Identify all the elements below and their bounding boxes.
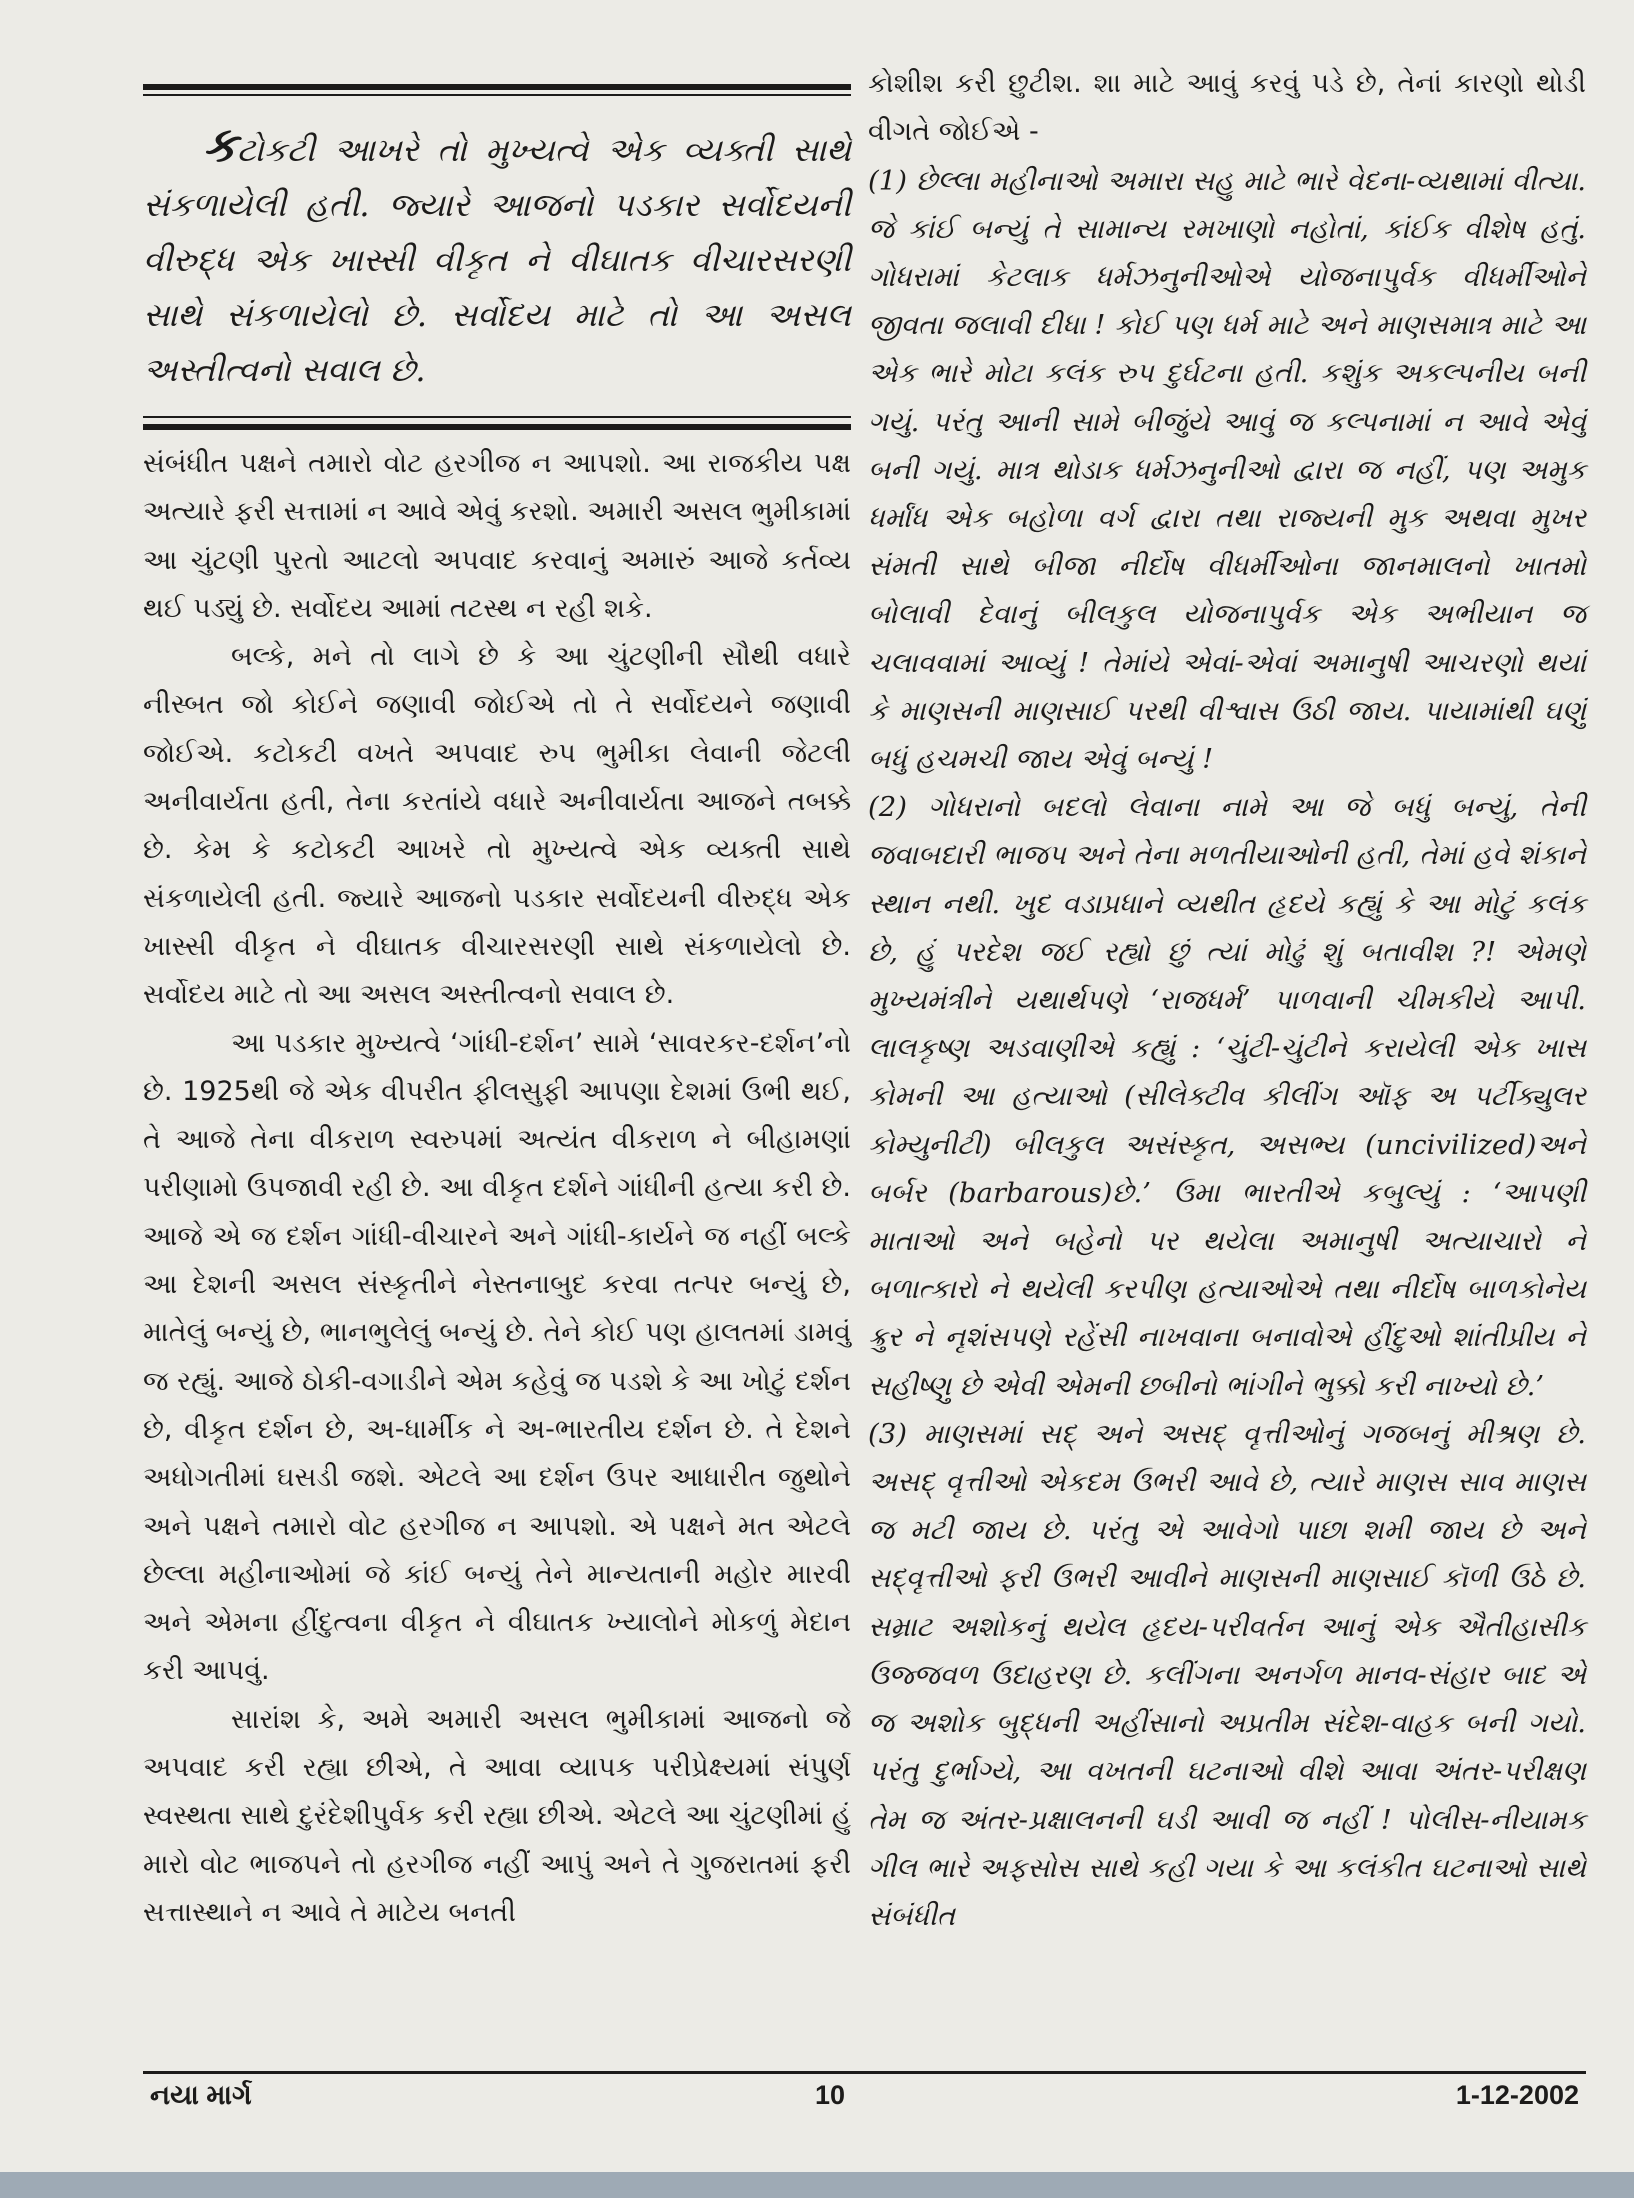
page-number: 10	[814, 2080, 846, 2110]
footer-rule	[143, 2071, 1586, 2074]
body-paragraph: સારાંશ કે, અમે અમારી અસલ ભુમીકામાં આજનો જે અપવાદ કરી રહ્યા છીએ, તે આવા વ્યાપક પરીપ્રેક્ષ્યમાં સંપુર્ણ સ્વસ્થતા સાથે દુરંદેશીપુર્વક કરી રહ્યા છીએ. એટલે આ ચુંટણીમાં હું મારો વોટ ભાજપને તો હરગીજ નહીં આપું અને તે ગુજરાતમાં ફરી સત્તાસ્થાને ન આવે તે માટેય બનતી	[143, 1703, 851, 1928]
numbered-point: (3) માણસમાં સદ્ અને અસદ્ વૃત્તીઓનું ગજબનું મીશ્રણ છે. અસદ્ વૃત્તીઓ એકદમ ઉભરી આવે છે, ત્યારે માણસ સાવ માણસ જ મટી જાય છે. પરંતુ એ આવેગો પાછા શમી જાય છે અને સદ્‌વૃત્તીઓ ફરી ઉભરી આવીને માણસની માણસાઈ કૉળી ઉઠે છે. સમ્રાટ અશોકનું થયેલ હૃદય-પરીવર્તન આનું એક ઐતીહાસીક ઉજ્જવળ ઉદાહરણ છે. કલીંગના અનર્ગળ માનવ-સંહાર બાદ એ જ અશોક બુદ્ધની અહીંસાનો અપ્રતીમ સંદેશ-વાહક બની ગયો. પરંતુ દુર્ભાગ્યે, આ વખતની ઘટનાઓ વીશે આવા અંતર-પરીક્ષણ તેમ જ અંતર-પ્રક્ષાલનની ઘડી આવી જ નહીં ! પોલીસ-નીયામક ગીલ ભારે અફસોસ સાથે કહી ગયા કે આ કલંકીત ઘટનાઓ સાથે સંબંધીત	[868, 1417, 1586, 1932]
right-column	[868, 60, 1586, 1940]
publication-name: નયા માર્ગ	[150, 2080, 252, 2110]
body-paragraph: આ પડકાર મુખ્યત્વે ‘ગાંધી-દર્શન’ સામે ‘સાવરકર-દર્શન’નો છે. 1925થી જે એક વીપરીત ફીલસુફી આપણા દેશમાં ઉભી થઈ, તે આજે તેના વીકરાળ સ્વરુપમાં અત્યંત વીકરાળ ને બીહામણાં પરીણામો ઉપજાવી રહી છે. આ વીકૃત દર્શને ગાંધીની હત્યા કરી છે. આજે એ જ દર્શન ગાંધી-વીચારને અને ગાંધી-કાર્યને જ નહીં બલ્કે આ દેશની અસલ સંસ્કૃતીને નેસ્તનાબુદ કરવા તત્પર બન્યું છે, માતેલું બન્યું છે, ભાનભુલેલું બન્યું છે. તેને કોઈ પણ હાલતમાં ડામવું જ રહ્યું. આજે ઠોકી-વગાડીને એમ કહેવું જ પડશે કે આ ખોટું દર્શન છે, વીકૃત દર્શન છે, અ-ધાર્મીક ને અ-ભારતીય દર્શન છે. તે દેશને અધોગતીમાં ઘસડી જશે. એટલે આ દર્શન ઉપર આધારીત જુથોને અને પક્ષને તમારો વોટ હરગીજ ન આપશો. એ પક્ષને મત એટલે છેલ્લા મહીનાઓમાં જે કાંઈ બન્યું તેને માન્યતાની મહોર મારવી અને એમના હીંદુત્વના વીકૃત ને વીઘાતક ખ્યાલોને મોકળું મેદાન કરી આપવું.	[143, 1027, 852, 1687]
pullquote-bottom-rule-thin	[143, 416, 851, 418]
issue-date: 1-12-2002	[1455, 2080, 1579, 2110]
body-paragraph: સંબંધીત પક્ષને તમારો વોટ હરગીજ ન આપશો. આ રાજકીય પક્ષ અત્યારે ફરી સત્તામાં ન આવે એવું કરશો. અમારી અસલ ભુમીકામાં આ ચુંટણી પુરતો આટલો અપવાદ કરવાનું અમારું આજે કર્તવ્ય થઈ પડ્યું છે. સર્વોદય આમાં તટસ્થ ન રહી શકે.	[143, 448, 851, 624]
pullquote-bottom-rule	[143, 424, 851, 430]
body-paragraph: બલ્કે, મને તો લાગે છે કે આ ચુંટણીની સૌથી વધારે નીસ્બત જો કોઈને જણાવી જોઈએ તો તે સર્વોદયને જણાવી જોઈએ. કટોકટી વખતે અપવાદ રુપ ભુમીકા લેવાની જેટલી અનીવાર્યતા હતી, તેના કરતાંયે વધારે અનીવાર્યતા આજને તબક્કે છે. કેમ કે કટોકટી આખરે તો મુખ્યત્વે એક વ્યક્તી સાથે સંકળાયેલી હતી. જ્યારે આજનો પડકાર સર્વોદયની વીરુદ્ધ એક ખાસ્સી વીકૃત ને વીઘાતક વીચારસરણી સાથે સંકળાયેલો છે. સર્વોદય માટે તો આ અસલ અસ્તીત્વનો સવાલ છે.	[143, 641, 851, 1011]
pullquote-text: ટોકટી આખરે તો મુખ્યત્વે એક વ્યક્તી સાથે સંકળાયેલી હતી. જ્યારે આજનો પડકાર સર્વોદયની વીરુદ્ધ એક ખાસ્સી વીકૃત ને વીઘાતક વીચારસરણી સાથે સંકળાયેલો છે. સર્વોદય માટે તો આ અસલ અસ્તીત્વનો સવાલ છે.	[143, 131, 851, 389]
pullquote-dropcap: ક	[203, 117, 237, 173]
numbered-point: (2) ગોધરાનો બદલો લેવાના નામે આ જે બધું બન્યું, તેની જવાબદારી ભાજપ અને તેના મળતીયાઓની હતી, તેમાં હવે શંકાને સ્થાન નથી. ખુદ વડાપ્રધાને વ્યથીત હૃદયે કહ્યું કે આ મોટું કલંક છે, હું પરદેશ જઈ રહ્યો છું ત્યાં મોઢું શું બતાવીશ ?! એમણે મુખ્યમંત્રીને યથાર્થપણે ‘રાજધર્મ’ પાળવાની ચીમકીયે આપી. લાલકૃષ્ણ અડવાણીએ કહ્યું : ‘ચુંટી-ચુંટીને કરાયેલી એક ખાસ કોમની આ હત્યાઓ (સીલેક્ટીવ કીલીંગ ઑફ અ પર્ટીક્યુલર કોમ્યુનીટી) બીલકુલ અસંસ્કૃત, અસભ્ય (uncivilized)અને બર્બર (barbarous)છે.’ ઉમા ભારતીએ કબુલ્યું : ‘આપણી માતાઓ અને બહેનો પર થયેલા અમાનુષી અત્યાચારો ને બળાત્કારો ને થયેલી કરપીણ હત્યાઓએ તથા નીર્દોષ બાળકોનેય ક્રુર ને નૃશંસપણે રહેંસી નાખવાના બનાવોએ હીંદુઓ શાંતીપ્રીય ને સહીષ્ણુ છે એવી એમની છબીનો ભાંગીને ભુક્કો કરી નાખ્યો છે.’	[868, 791, 1586, 1402]
pullquote-top-rule	[143, 84, 851, 90]
pullquote	[143, 118, 851, 398]
pullquote-top-rule-thin	[143, 94, 851, 96]
right-intro: કોશીશ કરી છુટીશ. શા માટે આવું કરવું પડે છે, તેનાં કારણો થોડી વીગતે જોઈએ -	[868, 68, 1586, 148]
numbered-point: (1) છેલ્લા મહીનાઓ અમારા સહુ માટે ભારે વેદના-વ્યથામાં વીત્યા. જે કાંઈ બન્યું તે સામાન્ય રમખાણો નહોતાં, કાંઈક વીશેષ હતું. ગોધરામાં કેટલાક ધર્મઝનુનીઓએ યોજનાપુર્વક વીધર્મીઓને જીવતા જલાવી દીધા ! કોઈ પણ ધર્મ માટે અને માણસમાત્ર માટે આ એક ભારે મોટા કલંક રુપ દુર્ઘટના હતી. કશુંક અકલ્પનીય બની ગયું. પરંતુ આની સામે બીજુંયે આવું જ કલ્પનામાં ન આવે એવું બની ગયું. માત્ર થોડાક ધર્મઝનુનીઓ દ્વારા જ નહીં, પણ અમુક ધર્માંધ એક બહોળા વર્ગ દ્વારા તથા રાજ્યની મુક અથવા મુખર સંમતી સાથે બીજા નીર્દોષ વીધર્મીઓના જાનમાલનો ખાતમો બોલાવી દેવાનું બીલકુલ યોજનાપુર્વક એક અભીયાન જ ચલાવવામાં આવ્યું ! તેમાંયે એવાં-એવાં અમાનુષી આચરણો થયાં કે માણસની માણસાઈ પરથી વીશ્વાસ ઉઠી જાય. પાયામાંથી ઘણું બધું હચમચી જાય એવું બન્યું !	[868, 164, 1586, 776]
scan-edge	[0, 2172, 1634, 2198]
left-column	[143, 78, 851, 1937]
